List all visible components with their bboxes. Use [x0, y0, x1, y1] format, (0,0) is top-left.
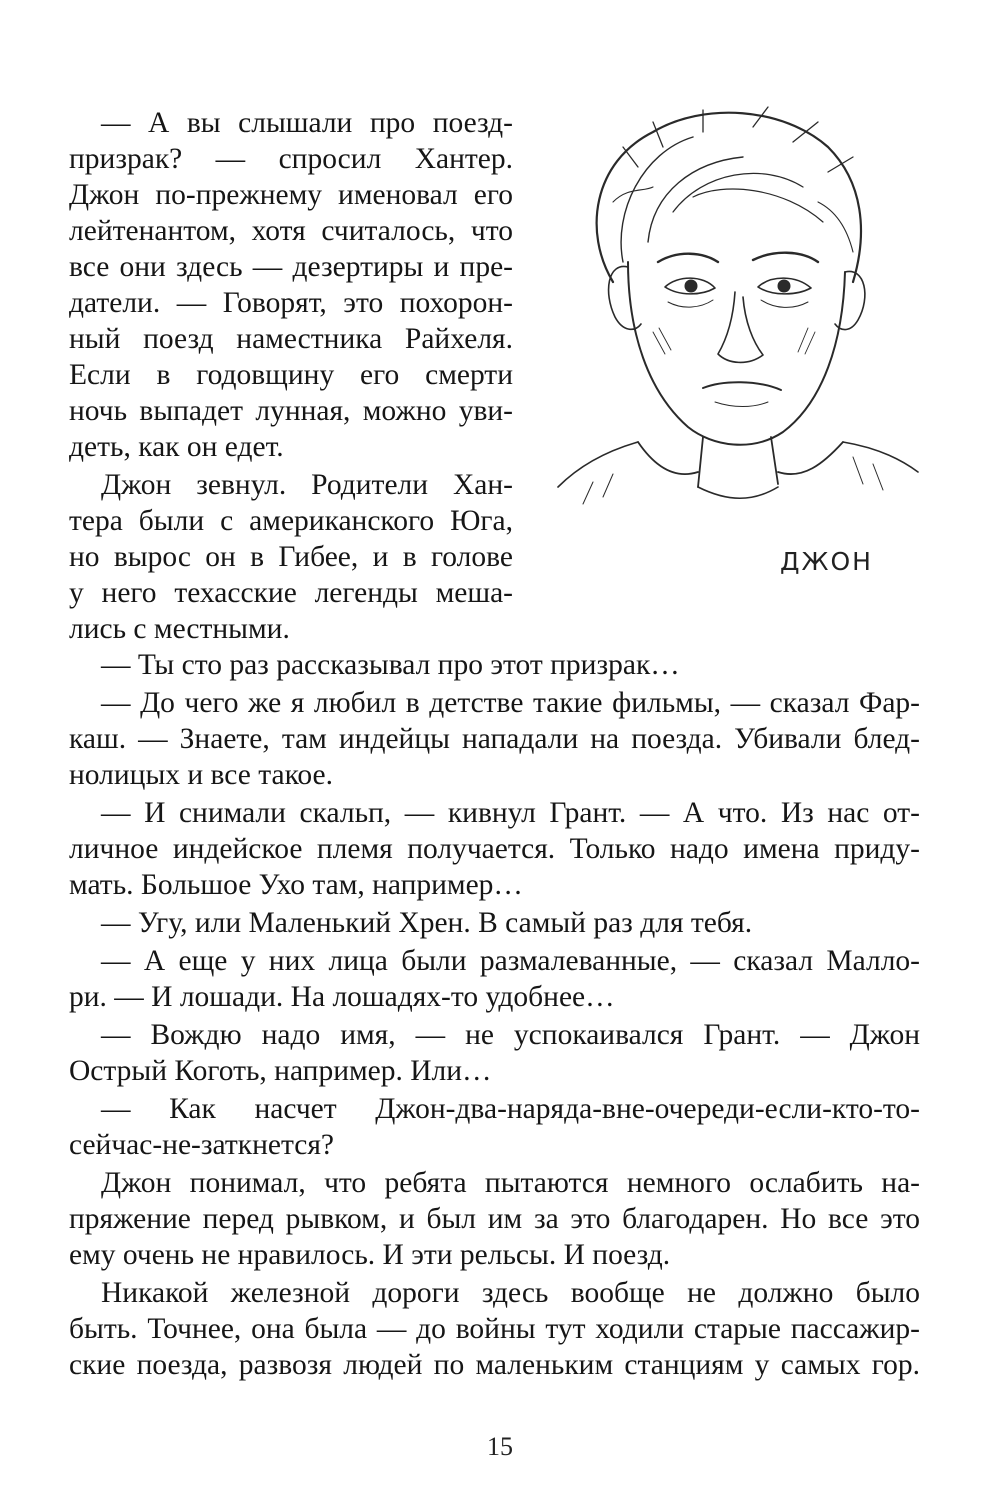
text-line: — А вы слышали про поезд- — [101, 107, 513, 139]
page-number: 15 — [487, 1432, 513, 1461]
text-line: Джон понимал, что ребята пытаются немного ослабить на- — [101, 1167, 920, 1199]
text-line: Джон по-прежнему именовал его — [69, 179, 513, 211]
text-line: мать. Большое Ухо там, например… — [69, 869, 523, 901]
text-line: каш. — Знаете, там индейцы нападали на поезда. Убивали блед- — [69, 723, 920, 755]
text-line: ри. — И лошади. На лошадях-то удобнее… — [69, 981, 615, 1013]
text-line: ские поезда, развозя людей по маленьким станциям у самых гор. — [69, 1349, 920, 1381]
text-line: лейтенантом, хотя считалось, что — [69, 215, 513, 247]
portrait-caption: ДЖОН — [780, 547, 873, 576]
text-line: Острый Коготь, например. Или… — [69, 1055, 492, 1087]
character-portrait-sketch-icon — [553, 92, 923, 512]
text-line: тера были с американского Юга, — [69, 505, 513, 537]
text-line: — Как насчет Джон-два-наряда-вне-очереди-если-кто-то- — [101, 1093, 920, 1125]
text-line: у него техасские легенды меша- — [69, 577, 513, 609]
text-line: ный поезд наместника Райхеля. — [69, 323, 513, 355]
text-line: нолицых и все такое. — [69, 759, 333, 791]
text-line: датели. — Говорят, это похорон- — [69, 287, 513, 319]
text-line: — Ты сто раз рассказывал про этот призрак… — [101, 649, 680, 681]
text-line: деть, как он едет. — [69, 431, 284, 463]
text-line: личное индейское племя получается. Только надо имена приду- — [69, 833, 920, 865]
text-line: быть. Точнее, она была — до войны тут ходили старые пассажир- — [69, 1313, 920, 1345]
text-line: ему очень не нравилось. И эти рельсы. И поезд. — [69, 1239, 671, 1271]
text-line: — Вождю надо имя, — не успокаивался Грант. — Джон — [101, 1019, 920, 1051]
text-line: но вырос он в Гибее, и в голове — [69, 541, 513, 573]
text-line: — До чего же я любил в детстве такие фильмы, — сказал Фар- — [101, 687, 920, 719]
text-line: все они здесь — дезертиры и пре- — [69, 251, 513, 283]
text-line: — И снимали скальп, — кивнул Грант. — А что. Из нас от- — [101, 797, 920, 829]
text-line: лись с местными. — [69, 613, 290, 645]
text-line: Если в годовщину его смерти — [69, 359, 513, 391]
text-line: Никакой железной дороги здесь вообще не должно было — [101, 1277, 920, 1309]
text-line: — Угу, или Маленький Хрен. В самый раз для тебя. — [101, 907, 753, 939]
text-line: — А еще у них лица были размалеванные, — сказал Малло- — [101, 945, 920, 977]
text-line: ночь выпадет лунная, можно уви- — [69, 395, 513, 427]
text-line: пряжение перед рывком, и был им за это благодарен. Но все это — [69, 1203, 920, 1235]
text-line: призрак? — спросил Хантер. — [69, 143, 513, 175]
text-line: Джон зевнул. Родители Хан- — [101, 469, 513, 501]
text-line: сейчас-не-заткнется? — [69, 1129, 334, 1161]
